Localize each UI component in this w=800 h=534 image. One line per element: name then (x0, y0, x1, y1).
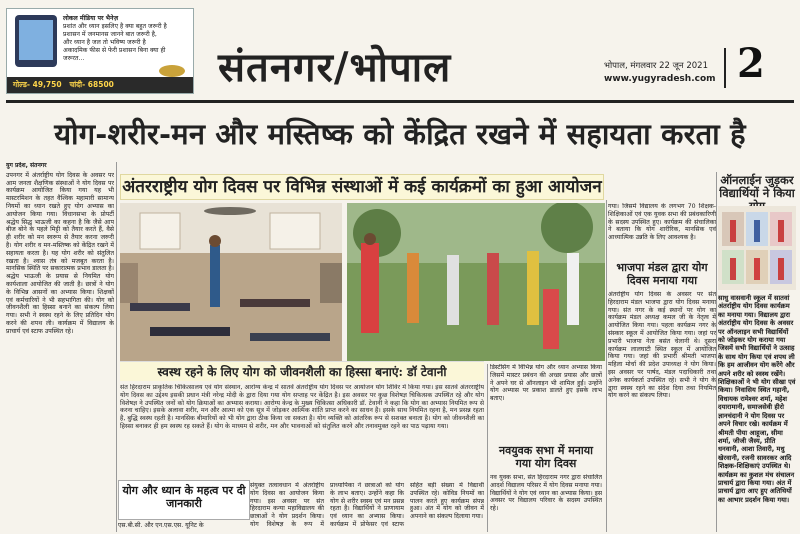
info-box (118, 480, 250, 520)
divider (6, 100, 794, 103)
phone-icon (15, 15, 57, 67)
ad-label: लोकल मीडिया पर भैनेज़ (63, 15, 119, 22)
ad-line: जरूरत... (63, 55, 85, 62)
main-headline: योग-शरीर-मन और मस्तिष्क को केंद्रित रखने में सहायता करता है (54, 117, 746, 151)
section-banner (120, 174, 604, 200)
dateline: भोपाल, मंगलवार 22 जून 2021 (604, 61, 708, 71)
page-number: 2 (737, 40, 765, 87)
ad-box (6, 8, 194, 94)
paper-title: संतनगर/भोपाल (218, 44, 452, 91)
ad-text (63, 15, 191, 63)
right-column-heading: ऑनलाईन जुड़कर विद्यार्थियों ने किया (719, 173, 795, 200)
ad-line: प्रशांत और ध्यान इसलिए है क्या बहुत जरूरी है (63, 23, 167, 30)
outdoor-yoga-photo (347, 203, 605, 361)
ad-line: प्रशासन में जनमानस जानने बात जरूरी है, (63, 31, 157, 38)
byline: युग प्रदेश, संतनगर (6, 162, 47, 169)
masthead (0, 0, 800, 100)
gold-coins-icon (159, 65, 185, 77)
banner-title: अंतरराष्ट्रीय योग दिवस पर विभिन्न संस्थाओं में कई कार्यक्रमों का हुआ आयोजन (122, 177, 602, 197)
info-box-title: योग और ध्यान के महत्व पर दी जानकारी (122, 484, 246, 510)
column-divider (487, 364, 488, 532)
subheadline (120, 361, 484, 381)
info-box-body: एस.बी.सी. और एन.एस.एस. यूनिट के (118, 522, 204, 529)
main-article-body: संत हिरदाराम प्राकृतिक चिकित्सालय एवं योग संस्थान, आरोग्य केन्द्र में सातवें अंतर्राष्ट्रीय योग दिवस पर आयोजन योग शिविर में किया गया। इस सातवें अंतरराष्ट्रीय योग दिवस का उद्देश्य इसकी प्रधान मंत्री नरेन्द्र मोदी के द्वारा दिया गया योग सप्ताह पर केंद्रित है। इस अवसर पर कुछ विशेषज्ञ चिकित्सक उपस्थित रहे और योग विशेषज्ञ ने उपस्थित जनों को योग क्रियाओं का अभ्यास कराया। आरोग्य केन्द्र के मुख्य चिकित्सा अधिकारी डॉ. टेवानी ने कहा कि योग का अभ्यास नियमित रूप से करना चाहिए। इसके अलावा शरीर, मन और आत्मा को एक सूत्र में जोड़कर आत्मिक शांति प्राप्त करने का साधन है। इसके साथ नियमित रहना है, मन प्रसन्न रहता है, बुद्धि स्वस्थ रहती है। मानसिक बीमारियों को भी योग द्वारा ठीक किया जा सकता है। योग व्यक्ति को आंतरिक रूप से सशक्त बनाता है। योग को जीवनशैली का हिस्सा बनाकर ही हम स्वस्थ रह सकते हैं। योग के माध्यम से शरीर, मन और भावनाओं को संतुलित करने और तनावमुक्त रहने का पाठ पढ़ाया गया। (120, 384, 484, 430)
bottom-columns: संयुक्त तत्वावधान में अंतर्राष्ट्रीय योग दिवस का आयोजन किया गया। इस अवसर पर संत हिरदाराम कन्या महाविद्यालय की छात्राओं ने योग प्रदर्शन किया। योग विशेषज्ञ के रूप में प्राध्यापिका ने छात्राओं को योग के लाभ बताए। उन्होंने कहा कि योग से शरीर स्वस्थ एवं मन प्रसन्न रहता है। विद्यार्थियों ने प्राणायाम एवं ध्यान का अभ्यास किया। कार्यक्रम में प्रोफेसर एवं स्टाफ सहित बड़ी संख्या में विद्यार्थी उपस्थित रहे। कोविड नियमों का पालन करते हुए कार्यक्रम संपन्न हुआ। अंत में योग को जीवन में अपनाने का संकल्प दिलाया गया। (250, 482, 484, 528)
subheadline-text: स्वस्थ रहने के लिए योग को जीवनशैली का हिस्सा बनाएं: डॉ टेवानी (157, 365, 447, 379)
left-column-body: उपनगर में अंतर्राष्ट्रीय योग दिवस के अवसर पर आम जनता शैक्षणिक संस्थाओं ने योग दिवस पर कार्यक्रम आयोजित किया गया यह भी मास्टरमिशन के तहत वैश्विक महामारी सामान्य नियमों का ध्यान रखते हुए योग अभ्यास का आयोजन किया गया। विधानसभा के प्रोपर्टी श्रद्धेय सिद्ध भाऊजी का कहना है कि जैसे आप बीज बोने के पहले मिट्टी को तैयार करते हैं, वैसे ही शरीर को मन स्वरूप से तैयार करना जरूरी है। योग शरीर व मन-मस्तिष्क को केंद्रित रखने में सहायता करता है। यह योग शरीर को संतुलित रखता है। श्वास तंत्र को मजबूत करता है। मानसिक स्थिति पर सकारात्मक प्रभाव डालता है। श्रद्धेय भाऊजी के प्रयास से नियमित योग कार्यशाला आयोजित की जाती है। छात्रों ने योग के विभिन्न आसनों का अभ्यास किया। शिक्षकों एवं कर्मचारियों ने भी सहभागिता की। योग को जीवनशैली का हिस्सा बनाने का संकल्प लिया गया। सभी ने स्वस्थ रहने के लिए प्रतिदिन योग करने की शपथ ली। कार्यक्रम में विद्यालय के प्राचार्य एवं स्टाफ उपस्थित रहे। (6, 171, 114, 335)
mid-column-intro: डिस्टेंसिंग में विभिन्न योग और ध्यान अभ्यास किया जिसमें मास्टर प्रबंधन की अच्छा प्रयास और छात्रों ने अपने घर से ऑनलाइन भी शामिल हुईं। उन्होंने योग अभ्यास पर प्रकाश डालते हुए इसके लाभ बताए। (490, 364, 602, 403)
mid-column-story (490, 444, 602, 524)
ad-line: और ध्यान है जल तो भविष्य जरूरी है (63, 39, 146, 46)
mid-column-body: नव युवक सभा, संत हिरदाराम नगर द्वारा संचालित आदर्श विद्यालय परिसर में योग दिवस मनाया गया। विद्यार्थियों ने योग एवं ध्यान का अभ्यास किया। इस अवसर पर विद्यालय परिवार के सदस्य उपस्थित रहे। (490, 474, 602, 513)
mid-column-heading: नवयुवक सभा में मनाया गया योग दिवस (498, 444, 593, 470)
left-column (6, 162, 114, 532)
right-column-body: साधु वासवानी स्कूल में सातवां अंतर्राष्ट्रीय योग दिवस कार्यक्रम का मनाया गया। विद्यालय द्वारा अंतर्राष्ट्रीय योग दिवस के अवसर पर ऑनलाइन सभी विद्यार्थियों को जोड़कर योग कराया गया जिसमें सभी विद्यार्थियों ने उत्साह के साथ योग किया एवं शपथ ली कि हम आजीवन योग करेंगे और अपने शरीर को स्वस्थ रखेंगे। शिक्षिकाओं ने भी योग सीखा एवं किया। निवासिय स्थित गहानी, विधायक रामेश्वर शर्मा, महेश दयारामानी, समाजसेवी हीरो ज्ञानचंदानी ने योग दिवस पर अपने विचार रखे। कार्यक्रम में श्रीमती पीया आहूजा, सीमा शर्मा, जीजी जैस्य, प्रीति धनवानी, आशा तिवारी, मधु खेरवानी, रजनी सावरकर आदि शिक्षक-शिक्षिकाएं उपस्थित थे। कार्यक्रम का कुशल मंच संचालन प्राचार्य द्वारा किया गया। अंत में प्राचार्य द्वारा आए हुए अतिथियों का आभार प्रदर्शन किया गया। (718, 294, 796, 504)
third-column-top: गया। जिसमें विद्यालय के लगभग 70 शिक्षक-शिक्षिकाओं एवं एक युवक सभा की प्रबंधकारिणी के सदस्य उपस्थित हुए। कार्यक्रम की संचालिका ने बताया कि योग शारीरिक, मानसिक एवं आध्यात्मिक उन्नति के लिए आवश्यक है। (608, 203, 716, 242)
bullion-rates (7, 77, 193, 93)
mid-column (490, 364, 602, 422)
website-url[interactable]: www.yugyradesh.com (604, 74, 716, 84)
third-column-body: अंतर्राष्ट्रीय योग दिवस के अवसर पर संत हिरदाराम मंडल भाजपा द्वारा योग दिवस मनाया गया। संत नगर के कई स्थानों पर योग का कार्यक्रम मंडल अध्यक्ष कमल जी के नेतृत्व में आयोजित किया गया। पहला कार्यक्रम नगर के संस्कार स्कूल में आयोजित किया गया। जहां पर प्रभारी भाजपा नेता बसंत चेलानी थे। दूसरा कार्यक्रम लालघाटी स्थित स्कूल में आयोजित किया गया। जहां की प्रभारी श्रीमती भाजपा महिला मोर्चा की प्रदेश उपाध्यक्ष ने योग किया। इस अवसर पर पार्षद, मंडल पदाधिकारी तथा अनेक कार्यकर्ता उपस्थित रहे। सभी ने योग के द्वारा स्वस्थ रहने का संदेश दिया तथा नियमित योग करने का संकल्प लिया। (608, 291, 716, 400)
column-divider (716, 172, 717, 532)
ad-line: अकादमिक फीस से फेरी प्रशासन बिना क्या ही (63, 47, 166, 54)
third-column-heading: भाजपा मंडल द्वारा योग दिवस मनाया गया (616, 261, 708, 287)
third-column (608, 203, 716, 521)
silver-rate: चांदी- 68500 (69, 80, 114, 89)
column-divider (606, 200, 607, 532)
gold-rate: गोल्ड- 49,750 (13, 80, 62, 89)
divider (724, 48, 726, 88)
online-yoga-photo (718, 206, 796, 290)
yoga-hall-photo (120, 203, 342, 361)
column-divider (116, 162, 117, 532)
